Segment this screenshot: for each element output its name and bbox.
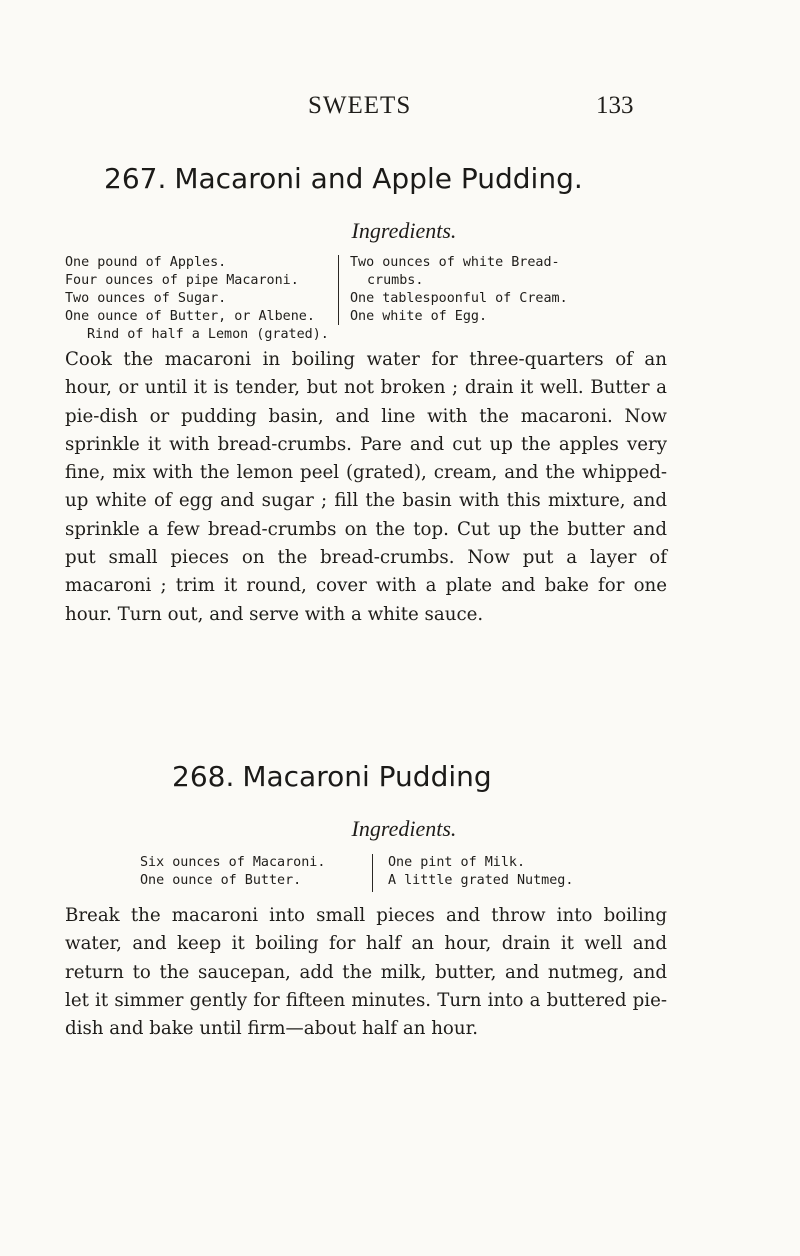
recipe-number: 268. [172, 760, 235, 793]
ingredient-item: One white of Egg. [350, 309, 488, 324]
ingredients-list [140, 854, 700, 894]
recipe-method: Break the macaroni into small pieces and throw into boiling water, and keep it boiling for half an hour, drain it well and return to the saucepan, add the milk, butter, and nutmeg, and let it simmer gently for fifteen minutes. Turn into a buttered pie-dish and bake until firm—about half an hour. [65, 905, 667, 1040]
running-header [0, 92, 800, 122]
ingredient-item: One ounce of Butter, or Albene. [65, 309, 315, 324]
ingredients-left-column [65, 254, 315, 326]
column-divider [372, 854, 373, 892]
column-divider [338, 255, 339, 325]
ingredients-right-column [350, 254, 568, 326]
ingredients-heading: Ingredients. [351, 218, 457, 243]
recipe-name: Macaroni Pudding [242, 760, 492, 793]
ingredients-right-column [388, 854, 573, 890]
ingredients-heading: Ingredients. [351, 816, 457, 841]
page-number: 133 [596, 92, 634, 119]
running-title: SWEETS [308, 92, 412, 119]
ingredient-item: One pint of Milk. [388, 855, 526, 870]
ingredient-item: Four ounces of pipe Macaroni. [65, 273, 299, 288]
recipe-number: 267. [104, 162, 167, 195]
recipe-name: Macaroni and Apple Pudding. [174, 162, 583, 195]
ingredient-item: One tablespoonful of Cream. [350, 291, 568, 306]
ingredients-list [65, 254, 685, 350]
ingredient-item: One ounce of Butter. [140, 873, 302, 888]
recipe-title [0, 162, 800, 195]
ingredient-item: One pound of Apples. [65, 255, 227, 270]
ingredient-item: Two ounces of Sugar. [65, 291, 227, 306]
ingredient-item: Six ounces of Macaroni. [140, 855, 326, 870]
recipe-method: Cook the macaroni in boiling water for three-quarters of an hour, or until it is tender, but not broken ; drain it well. Butter a pie-dish or pudding basin, and line with the macaroni. Now sprinkle it with bread-crumbs. Pare and cut up the apples very fine, mix with the lemon peel (grated), cream, and the whipped-up white of egg and sugar ; fill the basin with this mixture, and sprinkle a few bread-crumbs on the top. Cut up the butter and put small pieces on the bread-crumbs. Now put a layer of macaroni ; trim it round, cover with a plate and bake for one hour. Turn out, and serve with a white sauce. [65, 349, 667, 625]
ingredient-item: crumbs. [367, 273, 424, 288]
ingredient-item: Rind of half a Lemon (grated). [87, 327, 329, 342]
ingredient-item: Two ounces of white Bread- [350, 255, 560, 270]
recipe-title [0, 760, 800, 793]
ingredient-item: A little grated Nutmeg. [388, 873, 574, 888]
ingredients-left-column [140, 854, 325, 890]
